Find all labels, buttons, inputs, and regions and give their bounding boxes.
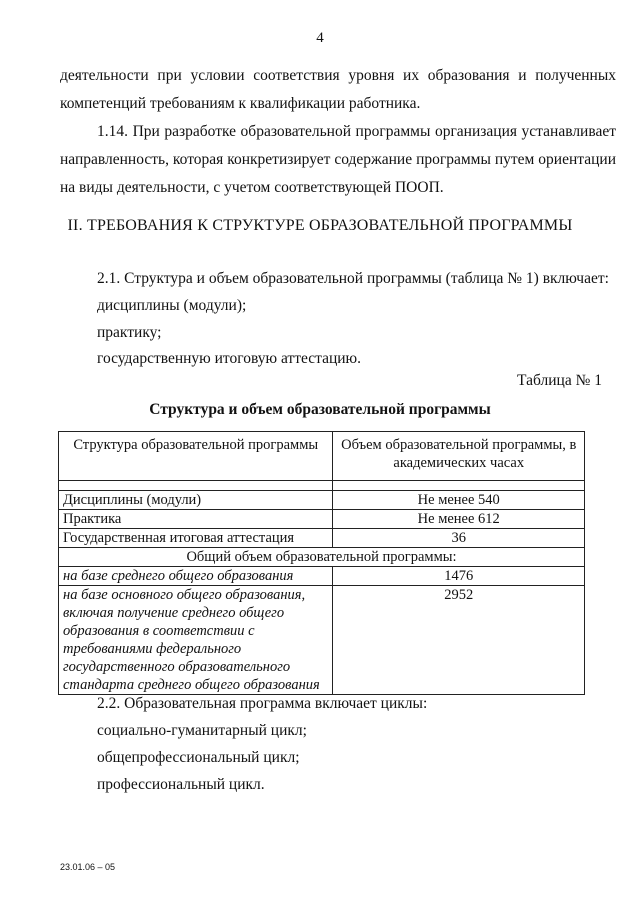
header-volume: Объем образовательной программы, в академических часах	[333, 432, 585, 481]
clause-2-1-item: государственную итоговую аттестацию.	[97, 350, 362, 367]
clause-2-2-intro: 2.2. Образовательная программа включает циклы:	[97, 695, 428, 712]
intro-line-2: компетенций требованиям к квалификации работника.	[60, 95, 421, 112]
intro-line-1: деятельности при условии соответствия уровня их образования и полученных	[60, 67, 616, 84]
spacer-row	[59, 481, 585, 491]
total-label: Общий объем образовательной программы:	[59, 548, 585, 567]
clause-1-14-line-3: на виды деятельности, с учетом соответствующей ПООП.	[60, 179, 444, 196]
page-number: 4	[316, 30, 324, 46]
table-header-row	[59, 432, 585, 481]
basis-name: на базе основного общего образования, включая получение среднего общего образования в соответствии с требованиями федерального государственного образовательного стандарта среднего общего образования	[59, 586, 333, 695]
row-name: Дисциплины (модули)	[59, 491, 333, 510]
table-row	[59, 567, 585, 586]
clause-2-1-item: дисциплины (модули);	[97, 297, 247, 314]
spacer-cell	[59, 481, 333, 491]
clause-2-2-item: общепрофессиональный цикл;	[97, 749, 300, 766]
row-value: Не менее 540	[333, 491, 585, 510]
table-label: Таблица № 1	[517, 372, 602, 389]
basis-value: 2952	[333, 586, 585, 695]
clause-2-1-item: практику;	[97, 324, 162, 341]
row-value: 36	[333, 529, 585, 548]
basis-name: на базе среднего общего образования	[59, 567, 333, 586]
clause-1-14-line-1: 1.14. При разработке образовательной программы организация устанавливает	[97, 123, 616, 140]
clause-2-1-intro: 2.1. Структура и объем образовательной программы (таблица № 1) включает:	[97, 270, 609, 287]
footer-code: 23.01.06 – 05	[60, 862, 116, 872]
clause-1-14-line-2: направленность, которая конкретизирует содержание программы путем ориентации	[60, 151, 616, 168]
structure-table	[58, 431, 585, 695]
row-name: Практика	[59, 510, 333, 529]
table-row	[59, 510, 585, 529]
row-value: Не менее 612	[333, 510, 585, 529]
clause-2-2-item: социально-гуманитарный цикл;	[97, 722, 307, 739]
row-name: Государственная итоговая аттестация	[59, 529, 333, 548]
table-row	[59, 529, 585, 548]
clause-2-2-item: профессиональный цикл.	[97, 776, 265, 793]
header-structure: Структура образовательной программы	[59, 432, 333, 481]
section-heading: II. ТРЕБОВАНИЯ К СТРУКТУРЕ ОБРАЗОВАТЕЛЬНОЙ ПРОГРАММЫ	[67, 217, 573, 234]
spacer-cell	[333, 481, 585, 491]
table-row	[59, 491, 585, 510]
basis-value: 1476	[333, 567, 585, 586]
table-row	[59, 586, 585, 695]
table-row	[59, 548, 585, 567]
table-title: Структура и объем образовательной программы	[149, 401, 491, 418]
